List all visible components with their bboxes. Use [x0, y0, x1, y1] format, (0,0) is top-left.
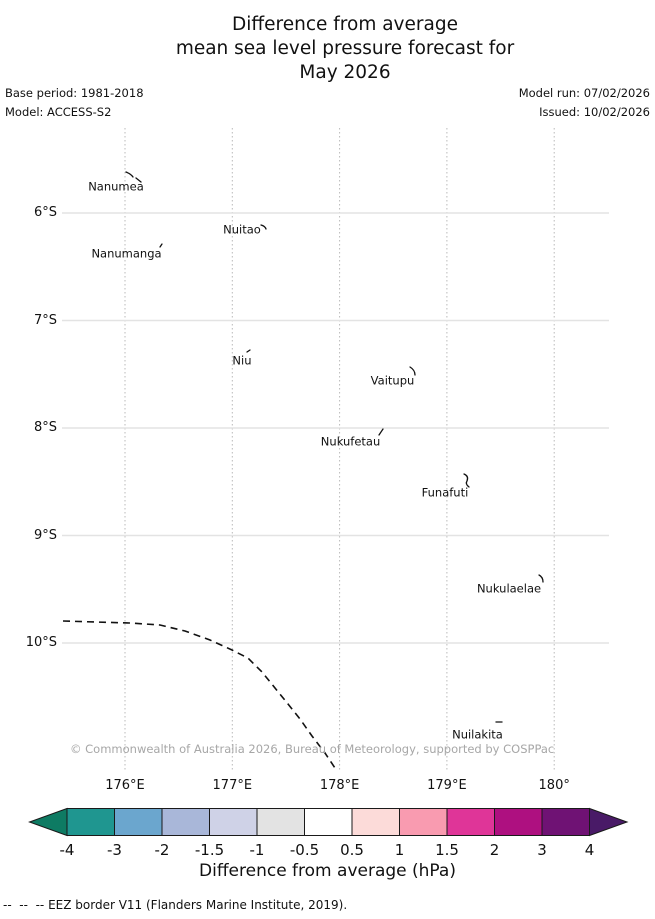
- colorbar-tick--1-5: -1.5: [194, 841, 225, 859]
- model-run-label: Model run: 07/02/2026: [518, 86, 650, 100]
- title-line-2: mean sea level pressure forecast for: [175, 38, 515, 59]
- copyright-text: © Commonwealth of Australia 2026, Bureau of Meteorology, supported by COSPPac: [70, 742, 555, 756]
- colorbar-segment-10: [542, 809, 590, 836]
- colorbar-tick--1: -1: [249, 841, 265, 859]
- y-tick-9-s: 9°S: [33, 527, 57, 543]
- colorbar-segment-8: [447, 809, 495, 836]
- x-tick-180-: 180°: [538, 778, 570, 793]
- island-mark-niu: [247, 350, 250, 352]
- x-tick-177-e: 177°E: [212, 778, 253, 793]
- colorbar-segment-3: [210, 809, 258, 836]
- island-label-niu: Niu: [232, 353, 252, 368]
- title-line-3: May 2026: [299, 62, 391, 83]
- colorbar-tick-3: 3: [537, 841, 547, 859]
- eez-legend-text: EEZ border V11 (Flanders Marine Institute, 2019).: [48, 898, 348, 912]
- colorbar-under-arrow: [30, 809, 68, 836]
- island-label-nanumanga: Nanumanga: [91, 246, 162, 261]
- eez-legend: [3, 898, 347, 912]
- colorbar-tick-1: 1: [394, 841, 405, 859]
- y-tick-7-s: 7°S: [33, 312, 57, 328]
- colorbar-segment-6: [352, 809, 400, 836]
- colorbar-tick-1-5: 1.5: [435, 841, 459, 859]
- island-label-nanumea: Nanumea: [88, 179, 144, 194]
- colorbar-tick-0-5: 0.5: [340, 841, 364, 859]
- island-mark-nuitao: [261, 225, 266, 229]
- issued-label: Issued: 10/02/2026: [539, 105, 650, 119]
- colorbar-tick--0-5: -0.5: [289, 841, 320, 859]
- island-label-funafuti: Funafuti: [421, 485, 469, 500]
- colorbar-segment-9: [495, 809, 543, 836]
- colorbar-segment-4: [257, 809, 305, 836]
- colorbar-title: Difference from average (hPa): [199, 861, 456, 881]
- x-tick-176-e: 176°E: [105, 778, 145, 793]
- title-line-1: Difference from average: [232, 14, 458, 35]
- x-tick-178-e: 178°E: [319, 778, 360, 793]
- base-period-label: Base period: 1981-2018: [5, 86, 144, 100]
- figure-title: [35, 13, 655, 85]
- x-tick-179-e: 179°E: [427, 778, 467, 793]
- island-label-vaitupu: Vaitupu: [370, 373, 415, 388]
- colorbar-segment-2: [162, 809, 210, 836]
- island-label-nukulaelae: Nukulaelae: [476, 581, 542, 596]
- colorbar-tick--4: -4: [59, 841, 75, 859]
- y-tick-10-s: 10°S: [25, 635, 57, 650]
- island-label-nukufetau: Nukufetau: [320, 434, 381, 449]
- y-tick-8-s: 8°S: [33, 420, 57, 435]
- colorbar-tick-2: 2: [489, 841, 500, 859]
- colorbar-over-arrow: [590, 809, 628, 836]
- island-label-nuilakita: Nuilakita: [452, 727, 503, 742]
- colorbar-tick-4: 4: [584, 841, 595, 859]
- colorbar-tick--2: -2: [154, 841, 170, 859]
- colorbar-segment-1: [115, 809, 163, 836]
- colorbar-tick--3: -3: [107, 841, 122, 859]
- colorbar-segment-5: [305, 809, 353, 836]
- model-label: Model: ACCESS-S2: [5, 105, 112, 119]
- island-label-nuitao: Nuitao: [223, 222, 261, 237]
- colorbar-segment-7: [400, 809, 448, 836]
- colorbar-segment-0: [67, 809, 115, 836]
- y-tick-6-s: 6°S: [33, 205, 57, 220]
- eez-legend-dash-sample: -- -- --: [3, 898, 45, 912]
